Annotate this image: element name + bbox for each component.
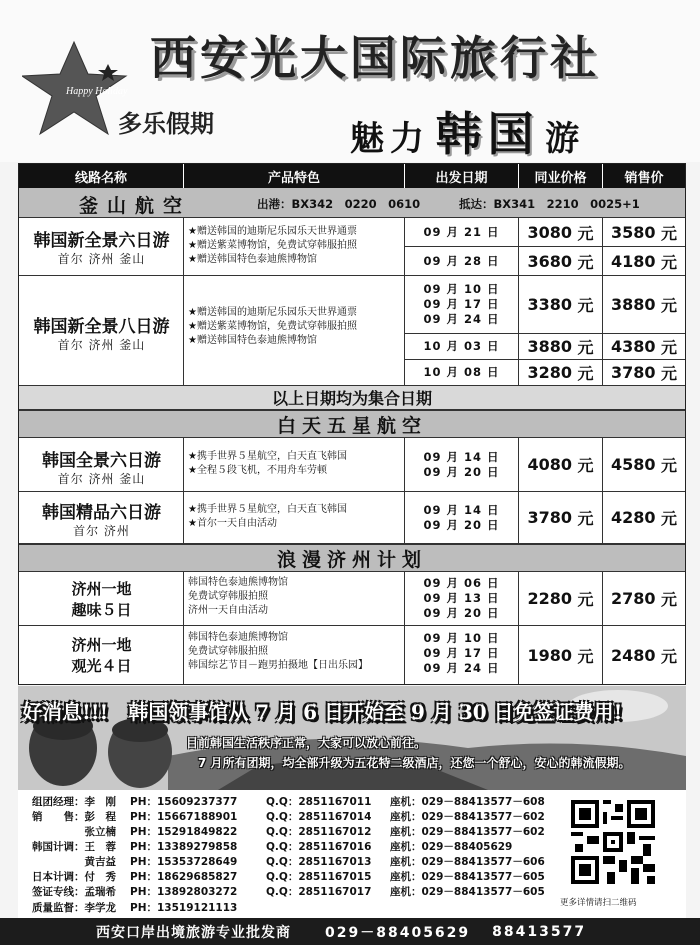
feature-line: 免费试穿韩服拍照 — [188, 646, 268, 657]
route-cell — [19, 218, 184, 276]
route-cities: 首尔 济州 釜山 — [57, 472, 146, 486]
footer-phone-2[interactable]: 88413577 — [492, 923, 587, 940]
col-header-route: 线路名称 — [19, 164, 184, 188]
feature-line: ★赠送韩国特色泰迪熊博物馆 — [188, 335, 317, 346]
feature-line: 济州一天自由活动 — [188, 605, 268, 616]
route-cell — [19, 626, 184, 684]
slogan-b: 韩国 — [435, 107, 540, 161]
feature-line: ★携手世界５星航空，白天直飞韩国 — [188, 504, 347, 515]
feature-line: ★赠送紫菜博物馆，免费试穿韩服拍照 — [188, 321, 357, 332]
promo-banner — [18, 686, 686, 790]
route-cell — [19, 492, 184, 544]
logo-en: Happy Holiday — [66, 86, 128, 97]
promo-line: 7 月所有团期，均全部升级为五花特二级酒店，还您一个舒心，安心的韩流假期。 — [198, 756, 631, 770]
route-name: 韩国全景六日游 — [42, 451, 161, 471]
feature-line: ★携手世界５星航空，白天直飞韩国 — [188, 451, 347, 462]
date-cell: 09 月 14 日 09 月 20 日 — [405, 438, 519, 492]
qr-caption: 更多详情请扫二维码 — [560, 898, 637, 908]
feature-line: ★赠送韩国的迪斯尼乐园乐天世界通票 — [188, 226, 357, 237]
note-band: 以上日期均为集合日期 — [19, 386, 685, 410]
retail-price: 3580 元 — [603, 218, 685, 247]
feature-line: ★赠送紫菜博物馆，免费试穿韩服拍照 — [188, 240, 357, 251]
route-cities: 首尔 济州 釜山 — [57, 252, 146, 266]
route-name-sub: 观光４日 — [71, 657, 132, 675]
date-cell: 09 月 21 日 — [405, 218, 519, 247]
col-header-trade-price: 同业价格 — [519, 164, 603, 188]
retail-price: 2480 元 — [610, 645, 678, 666]
feature-cell — [184, 626, 405, 684]
feature-line: ★全程５段飞机，不用舟车劳顿 — [188, 465, 327, 476]
retail-price: 4580 元 — [603, 438, 685, 492]
header — [0, 0, 700, 162]
flight-back: 抵达：BX341 2210 0025+1 — [459, 197, 640, 211]
route-name: 韩国新全景八日游 — [33, 317, 170, 337]
retail-price: 4380 元 — [603, 334, 685, 360]
trade-price: 3280 元 — [519, 360, 603, 386]
feature-cell — [184, 492, 405, 544]
trade-price: 3080 元 — [519, 218, 603, 247]
feature-line: ★首尔一天自由活动 — [188, 518, 277, 529]
logo — [22, 34, 222, 146]
contacts-panel: 组团经理：李 刚 PH：15609237377 Q.Q：2851167011 座机：029－88413577－608 销 售：彭 程 PH：15667188901 Q.Q：2851167014 座机：029－88413577－602 张立楠 PH：15291849822 Q.Q：2851167012 座机：029－88413577－602 韩国计调：王 蓉 PH：13389279858 Q.Q：2851167016 座机：029－88405629 黄吉益 PH：15353728649 Q.Q：2851167013 座机：029－88413577－606 日本计调：付 秀 PH：18629685827 Q.Q：2851167015 座机：029－88413577－605 签证专线：孟瑞希 PH：13892803272 Q.Q：2851167017 座机：029－88413577－605 质量监督：李学龙 PH：13519121113 更多详情请扫二维码 — [18, 790, 686, 918]
date-cell: 09 月 28 日 — [405, 247, 519, 276]
route-cell — [19, 572, 184, 626]
logo-cn: 多乐假期 — [118, 110, 214, 138]
feature-cell — [184, 276, 405, 386]
retail-price: 4180 元 — [603, 247, 685, 276]
retail-price: 3780 元 — [603, 360, 685, 386]
date-cell: 10 月 03 日 — [405, 334, 519, 360]
feature-cell — [184, 438, 405, 492]
footer-phone-1[interactable]: 029－88405629 — [325, 924, 471, 941]
col-header-date: 出发日期 — [405, 164, 519, 188]
footer-bar — [0, 918, 700, 945]
date-cell: 09 月 10 日 09 月 17 日 09 月 24 日 — [405, 626, 519, 684]
trade-price: 3780 元 — [519, 492, 603, 544]
col-header-retail-price: 销售价 — [603, 164, 685, 188]
route-name-sub: 趣味５日 — [71, 601, 132, 619]
feature-line: 韩国综艺节目－跑男拍摄地【日出乐园】 — [188, 660, 368, 671]
feature-line: ★赠送韩国的迪斯尼乐园乐天世界通票 — [188, 307, 357, 318]
route-cities: 首尔 济州 — [73, 524, 130, 538]
feature-line: 免费试穿韩服拍照 — [188, 591, 268, 602]
feature-line: 韩国特色泰迪熊博物馆 — [188, 632, 288, 643]
col-header-feature: 产品特色 — [184, 164, 405, 188]
feature-line: ★赠送韩国特色泰迪熊博物馆 — [188, 254, 317, 265]
promo-title: 好消息!!! 韩国领事馆从 7 月 6 日开始至 9 月 30 日免签证费用! — [22, 700, 623, 724]
retail-price: 4280 元 — [603, 492, 685, 544]
route-name: 韩国精品六日游 — [42, 503, 161, 523]
promo-line: 目前韩国生活秩序正常，大家可以放心前往。 — [186, 736, 427, 750]
qr-code-icon[interactable] — [571, 800, 655, 884]
trade-price: 3880 元 — [519, 334, 603, 360]
route-cities: 首尔 济州 釜山 — [57, 338, 146, 352]
route-cell — [19, 438, 184, 492]
feature-cell — [184, 572, 405, 626]
route-cell — [19, 276, 184, 386]
retail-price: 3880 元 — [603, 276, 685, 334]
trade-price: 3380 元 — [519, 276, 603, 334]
route-name: 济州一地 — [71, 636, 132, 654]
footer-tagline: 西安口岸出境旅游专业批发商 — [96, 924, 291, 941]
feature-line: 韩国特色泰迪熊博物馆 — [188, 577, 288, 588]
route-name: 济州一地 — [71, 580, 132, 598]
agency-name: 西安光大国际旅行社 — [150, 31, 600, 85]
section-title-2: 白天五星航空 — [19, 410, 685, 438]
section-band-1 — [19, 188, 685, 218]
section-title-1: 釜山航空 — [79, 195, 192, 217]
date-cell: 09 月 14 日 09 月 20 日 — [405, 492, 519, 544]
slogan-c: 游 — [545, 119, 580, 159]
route-table — [18, 163, 686, 685]
retail-price: 2780 元 — [603, 572, 685, 626]
date-cell: 09 月 06 日 09 月 13 日 09 月 20 日 — [405, 572, 519, 626]
flight-out: 出港：BX342 0220 0610 — [257, 197, 421, 211]
route-name: 韩国新全景六日游 — [33, 231, 170, 251]
slogan-a: 魅力 — [350, 119, 430, 159]
slogan — [350, 98, 690, 161]
feature-cell — [184, 218, 405, 276]
trade-price: 2280 元 — [519, 572, 603, 626]
trade-price: 4080 元 — [519, 438, 603, 492]
trade-price: 1980 元 — [519, 626, 603, 684]
date-cell: 09 月 10 日 09 月 17 日 09 月 24 日 — [405, 276, 519, 334]
section-title-3: 浪漫济州计划 — [19, 544, 685, 572]
date-cell: 10 月 08 日 — [405, 360, 519, 386]
trade-price: 3680 元 — [519, 247, 603, 276]
